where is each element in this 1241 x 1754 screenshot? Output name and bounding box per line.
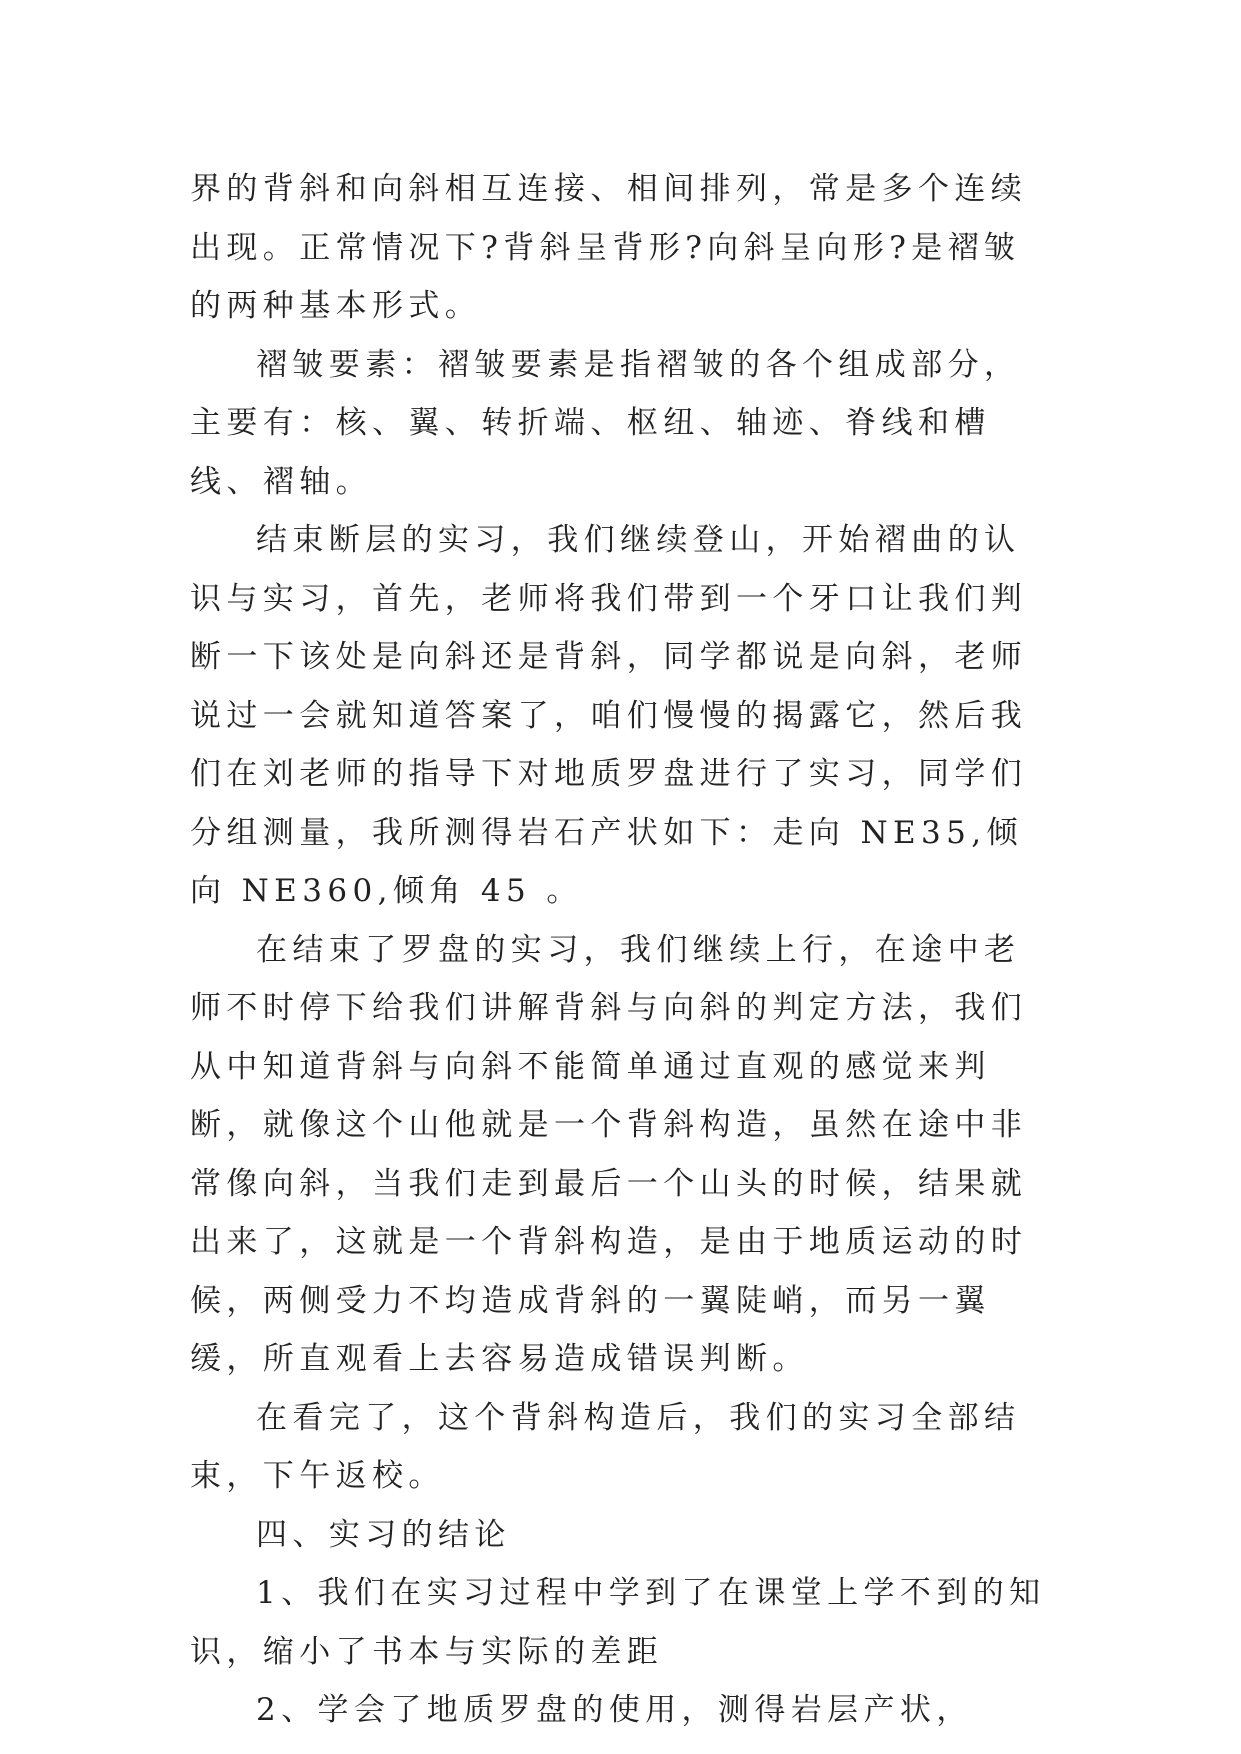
paragraph-continuation: 界的背斜和向斜相互连接、相间排列，常是多个连续出现。正常情况下?背斜呈背形?向斜呈向形?是褶皱的两种基本形式。: [190, 171, 1028, 324]
section-heading-conclusion: 四、实习的结论: [256, 1516, 511, 1553]
paragraph-fold-elements: 褶皱要素：褶皱要素是指褶皱的各个组成部分，主要有：核、翼、转折端、枢纽、轴迹、脊线和槽线、褶轴。: [190, 346, 1021, 500]
document-body: [190, 160, 1055, 1740]
paragraph-return: 在看完了，这个背斜构造后，我们的实习全部结束，下午返校。: [190, 1399, 1021, 1494]
paragraph-anticline-judgement: 在结束了罗盘的实习，我们继续上行，在途中老师不时停下给我们讲解背斜与向斜的判定方法，我们从中知道背斜与向斜不能简单通过直观的感觉来判断，就像这个山他就是一个背斜构造，虽然在途中非常像向斜，当我们走到最后一个山头的时候，结果就出来了，这就是一个背斜构造，是由于地质运动的时候，两侧受力不均造成背斜的一翼陡峭，而另一翼缓，所直观看上去容易造成错误判断。: [190, 931, 1028, 1377]
conclusion-item-2: 2、学会了地质罗盘的使用，测得岩层产状，: [256, 1692, 973, 1728]
conclusion-item-1: 1、我们在实习过程中学到了在课堂上学不到的知识，缩小了书本与实际的差距: [190, 1575, 1046, 1670]
paragraph-fold-practice: 结束断层的实习，我们继续登山，开始褶曲的认识与实习，首先，老师将我们带到一个牙口让我们判断一下该处是向斜还是背斜，同学都说是向斜，老师说过一会就知道答案了，咱们慢慢的揭露它，然后我们在刘老师的指导下对地质罗盘进行了实习，同学们分组测量，我所测得岩石产状如下：走向 NE35,倾向 NE360,倾角 45 。: [190, 522, 1028, 909]
